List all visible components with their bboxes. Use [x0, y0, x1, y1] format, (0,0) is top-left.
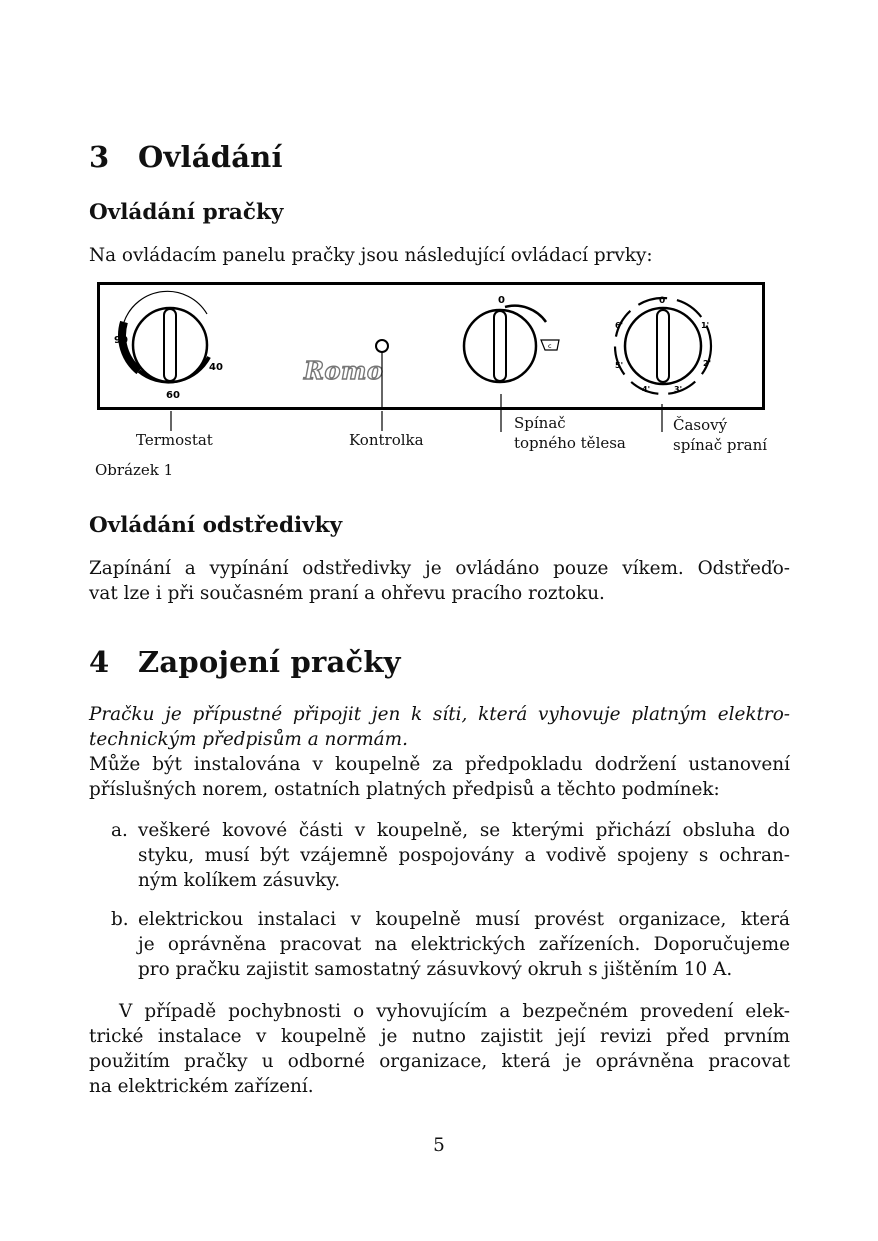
list-item-line: je oprávněna pracovat na elektrických zařízeních. Doporučujeme	[138, 934, 790, 955]
revision-paragraph-line: trické instalace v koupelně je nutno zajistit její revizi před prvním	[89, 1026, 790, 1047]
thermostat-tick: 90	[114, 335, 128, 346]
spin-paragraph-line: vat lze i při současném praní a ohřevu pracího roztoku.	[89, 583, 605, 604]
list-item-marker: b.	[111, 909, 129, 930]
thermostat-tick: 60	[166, 390, 180, 401]
list-item-line: pro pračku zajistit samostatný zásuvkový okruh s jištěním 10 A.	[138, 959, 733, 980]
timer-tick: 0	[659, 296, 666, 306]
section-4-heading	[89, 645, 401, 679]
intro-paragraph: Na ovládacím panelu pračky jsou následující ovládací prvky:	[89, 245, 653, 266]
section-title: Zapojení pračky	[138, 645, 401, 679]
section-number: 4	[89, 645, 110, 679]
wash-tub-icon-mark: c	[548, 342, 552, 350]
subsection-heading-spin-controls: Ovládání odstředivky	[89, 513, 343, 538]
label-kontrolka: Kontrolka	[349, 431, 424, 449]
romo-logo: Romo	[304, 356, 384, 385]
figure-leader-lines	[0, 0, 878, 440]
list-item-line: ným kolíkem zásuvky.	[138, 870, 341, 891]
installation-paragraph-line: příslušných norem, ostatních platných předpisů a těchto podmínek:	[89, 779, 720, 800]
section-title: Ovládání	[138, 140, 283, 174]
heater-tick: 0	[498, 295, 505, 306]
timer-tick: 5'	[615, 361, 624, 370]
italic-note-line: technickým předpisům a normám.	[89, 729, 408, 750]
installation-paragraph-line: Může být instalována v koupelně za předpokladu dodržení ustanovení	[89, 754, 790, 775]
timer-tick: 3'	[674, 385, 683, 394]
revision-paragraph-line: použitím pračky u odborné organizace, která je oprávněna pracovat	[89, 1051, 790, 1072]
subsection-heading-washer-controls: Ovládání pračky	[89, 200, 284, 225]
revision-paragraph-line: na elektrickém zařízení.	[89, 1076, 314, 1097]
timer-tick: 6'	[615, 321, 624, 330]
timer-tick: 4'	[642, 385, 651, 394]
list-item	[89, 907, 790, 987]
thermostat-tick: 40	[209, 362, 223, 373]
list-item-line: styku, musí být vzájemně pospojovány a vodivě spojeny s ochran-	[138, 845, 790, 866]
italic-note-line: Pračku je přípustné připojit jen k síti, která vyhovuje platným elektro-	[89, 704, 790, 725]
label-casovy-line2: spínač praní	[673, 436, 768, 454]
spin-paragraph-line: Zapínání a vypínání odstředivky je ovládáno pouze víkem. Odstřeďo-	[89, 558, 790, 579]
section-number: 3	[89, 140, 110, 174]
list-item-marker: a.	[111, 820, 128, 841]
timer-tick: 1'	[701, 321, 710, 330]
timer-tick: 2'	[703, 359, 712, 368]
list-item-line: elektrickou instalaci v koupelně musí provést organizace, která	[138, 909, 790, 930]
page-number: 5	[433, 1135, 445, 1156]
label-spinac-line2: topného tělesa	[514, 434, 626, 452]
list-item	[89, 818, 790, 898]
label-spinac-line1: Spínač	[514, 414, 566, 432]
figure-caption: Obrázek 1	[95, 461, 174, 479]
revision-paragraph-line: V případě pochybnosti o vyhovujícím a bezpečném provedení elek-	[119, 1001, 790, 1022]
label-termostat: Termostat	[136, 431, 213, 449]
list-item-line: veškeré kovové části v koupelně, se kterými přichází obsluha do	[138, 820, 790, 841]
label-casovy-line1: Časový	[673, 416, 728, 434]
